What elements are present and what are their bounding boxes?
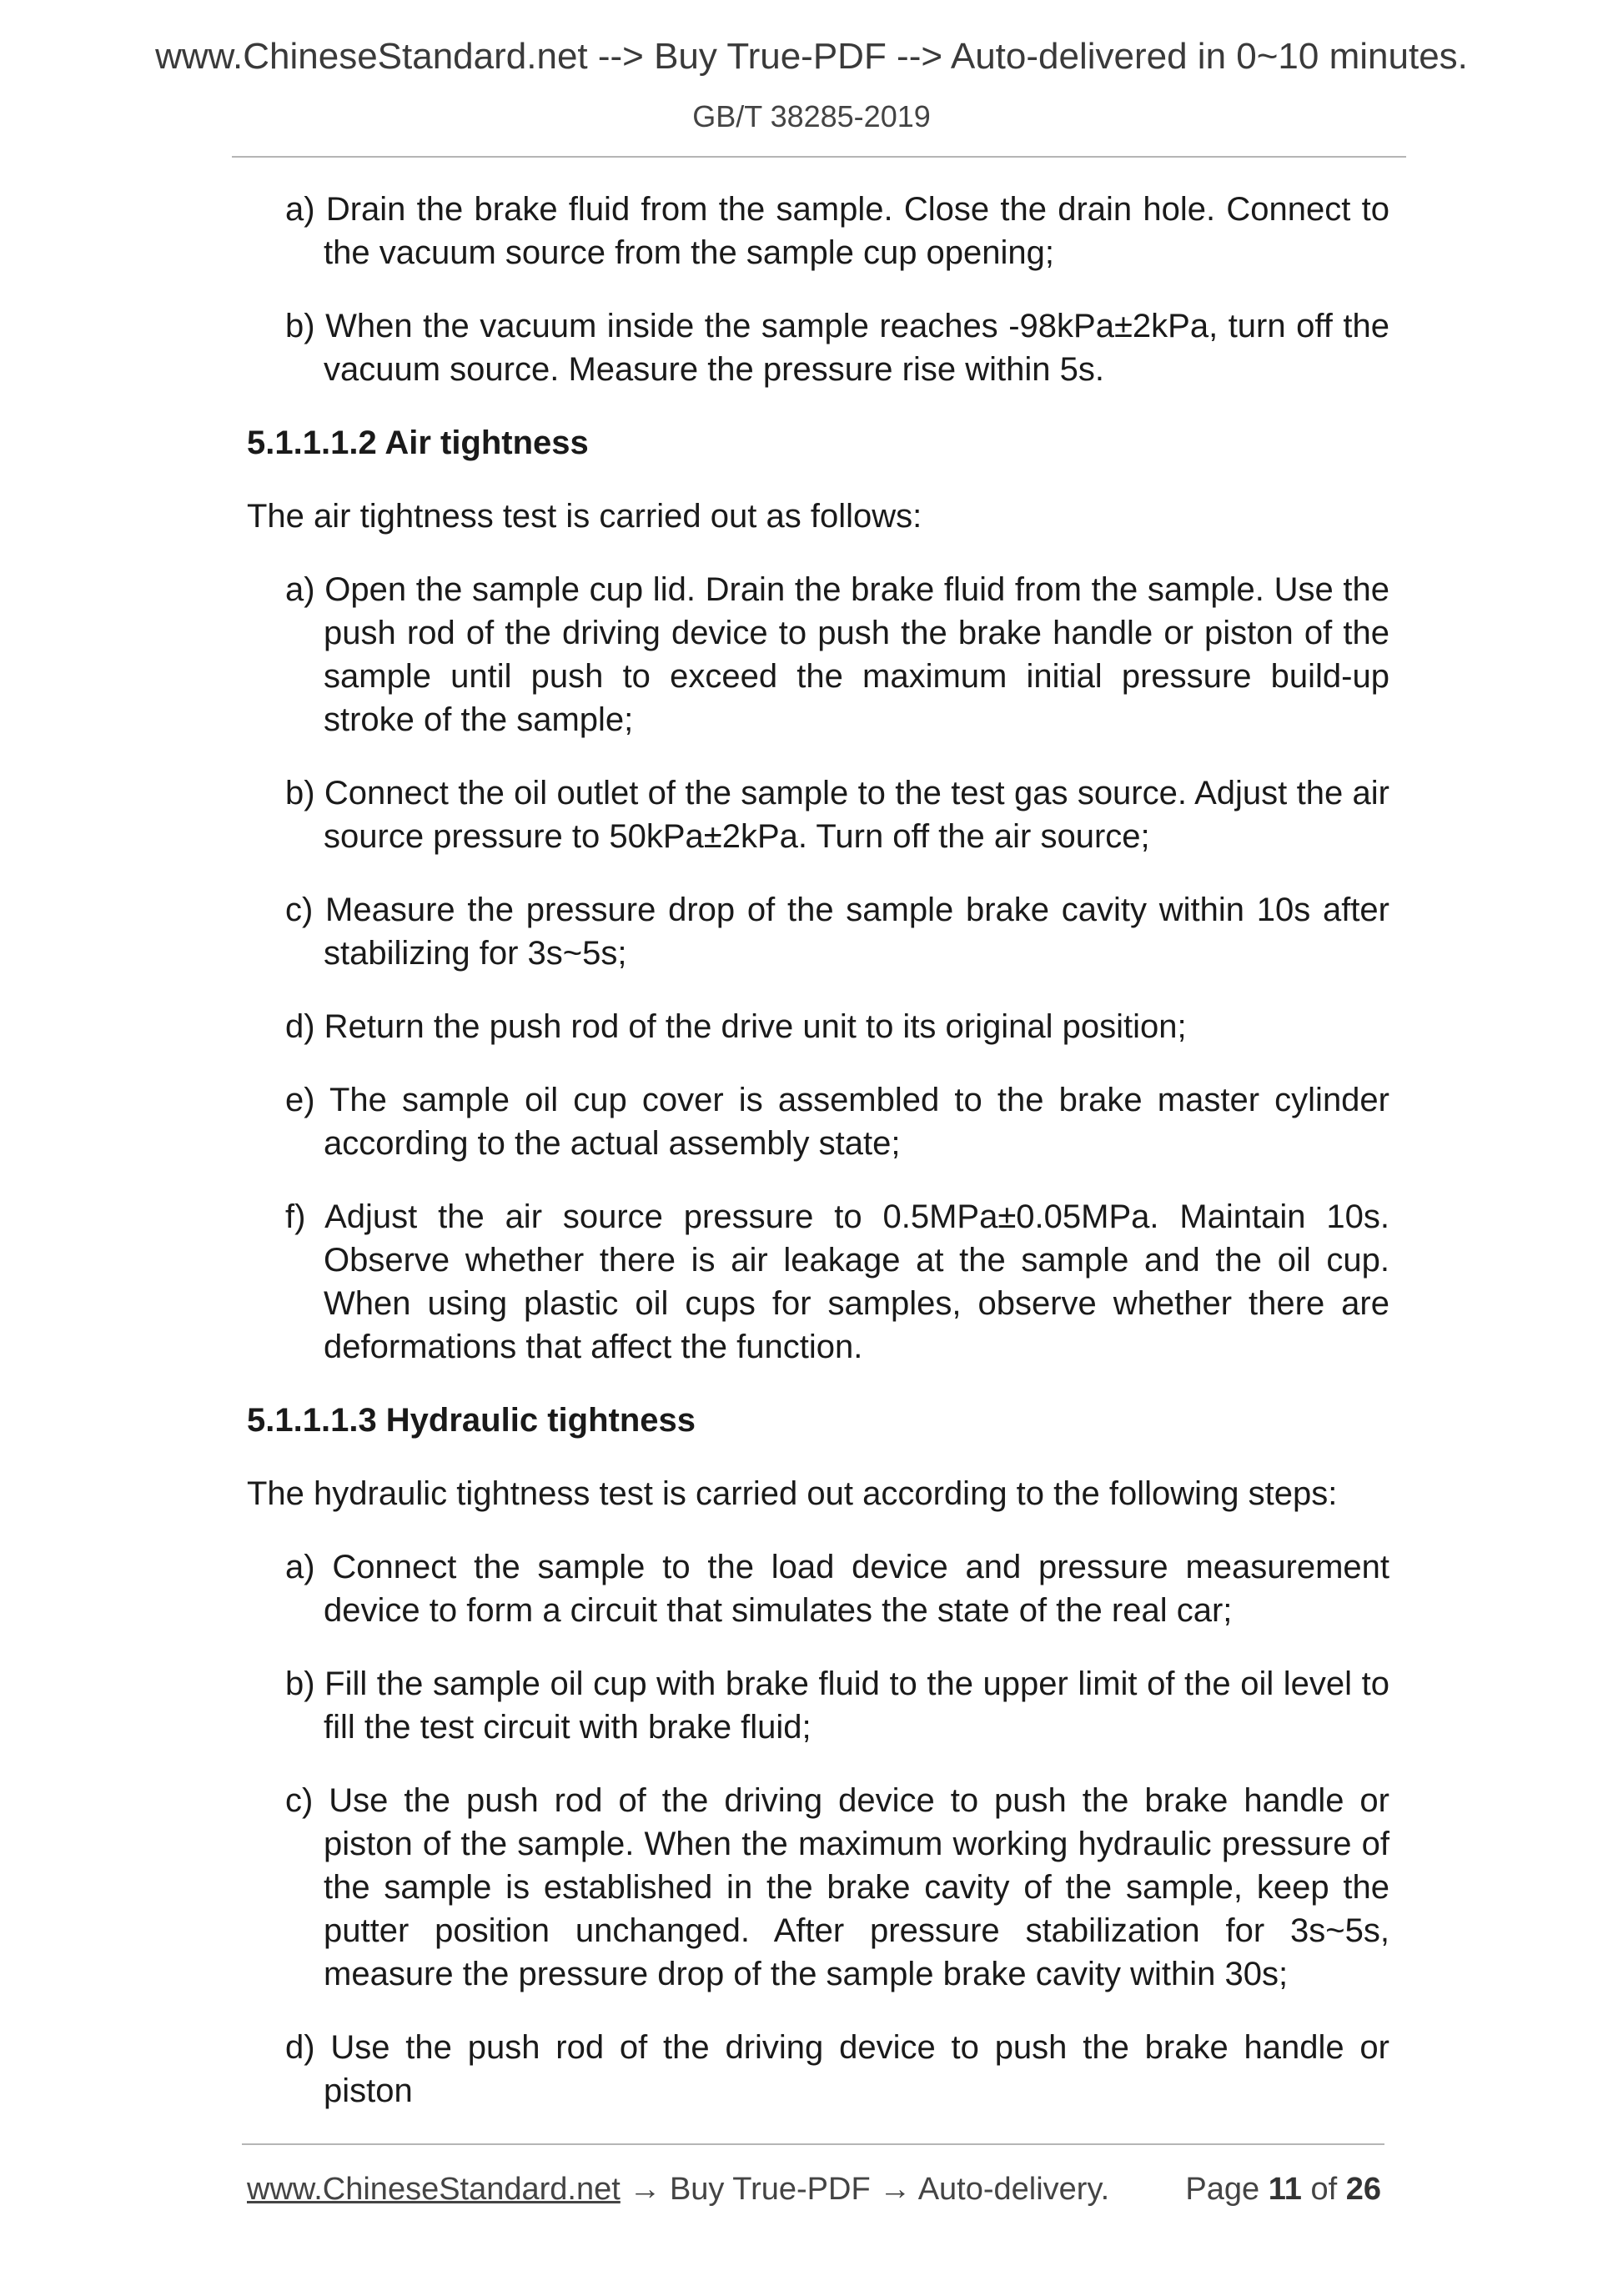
footer-tagline: → Buy True-PDF → Auto-delivery.: [620, 2172, 1110, 2207]
list-item: d) Use the push rod of the driving device to push the brake handle or piston: [285, 2029, 1389, 2109]
page-footer: [247, 2168, 1381, 2210]
list-item: c) Measure the pressure drop of the sample brake cavity within 10s after stabilizing for 3s~5s;: [285, 892, 1389, 972]
page-label: Page: [1185, 2172, 1260, 2207]
list-item: a) Connect the sample to the load device and pressure measurement device to form a circuit that simulates the state of the real car;: [285, 1549, 1389, 1629]
list-item: d) Return the push rod of the drive unit to its original position;: [285, 1008, 1187, 1045]
list-item: c) Use the push rod of the driving device to push the brake handle or piston of the sample. When the maximum working hydraulic pressure of the sample is established in the brake cavity of the sample, keep the putter position unchanged. After pressure stabilization for 3s~5s, measure the pressure drop of the sample brake cavity within 30s;: [285, 1782, 1389, 1992]
section-heading: 5.1.1.1.3 Hydraulic tightness: [247, 1402, 696, 1439]
of-label: of: [1310, 2172, 1338, 2207]
site-banner: www.ChineseStandard.net --> Buy True-PDF --> Auto-delivered in 0~10 minutes.: [155, 36, 1468, 77]
section-intro: The hydraulic tightness test is carried out according to the following steps:: [247, 1475, 1338, 1512]
list-item: a) Drain the brake fluid from the sample. Close the drain hole. Connect to the vacuum source from the sample cup opening;: [285, 191, 1389, 271]
footer-text: [247, 2168, 1109, 2210]
list-item: b) Fill the sample oil cup with brake fluid to the upper limit of the oil level to fill the test circuit with brake fluid;: [285, 1665, 1389, 1746]
document-body: [247, 188, 1389, 2143]
footer-divider: [242, 2143, 1384, 2145]
list-item: b) When the vacuum inside the sample reaches -98kPa±2kPa, turn off the vacuum source. Measure the pressure rise within 5s.: [285, 308, 1389, 388]
section-intro: The air tightness test is carried out as follows:: [247, 498, 922, 535]
list-item: f) Adjust the air source pressure to 0.5MPa±0.05MPa. Maintain 10s. Observe whether there is air leakage at the sample and the oil cup. When using plastic oil cups for samples, observe whether there are deformations that affect the function.: [285, 1198, 1389, 1365]
current-page: 11: [1268, 2172, 1302, 2207]
total-pages: 26: [1345, 2172, 1381, 2207]
list-item: b) Connect the oil outlet of the sample to the test gas source. Adjust the air source pressure to 50kPa±2kPa. Turn off the air source;: [285, 775, 1389, 855]
header-divider: [232, 156, 1406, 158]
list-item: e) The sample oil cup cover is assembled to the brake master cylinder according to the actual assembly state;: [285, 1082, 1389, 1162]
standard-number: GB/T 38285-2019: [692, 99, 931, 133]
site-link[interactable]: www.ChineseStandard.net: [247, 2172, 621, 2207]
page-number: [1185, 2168, 1381, 2210]
section-heading: 5.1.1.1.2 Air tightness: [247, 425, 589, 461]
list-item: a) Open the sample cup lid. Drain the brake fluid from the sample. Use the push rod of the driving device to push the brake handle or piston of the sample until push to exceed the maximum initial pressure build-up stroke of the sample;: [285, 571, 1389, 738]
